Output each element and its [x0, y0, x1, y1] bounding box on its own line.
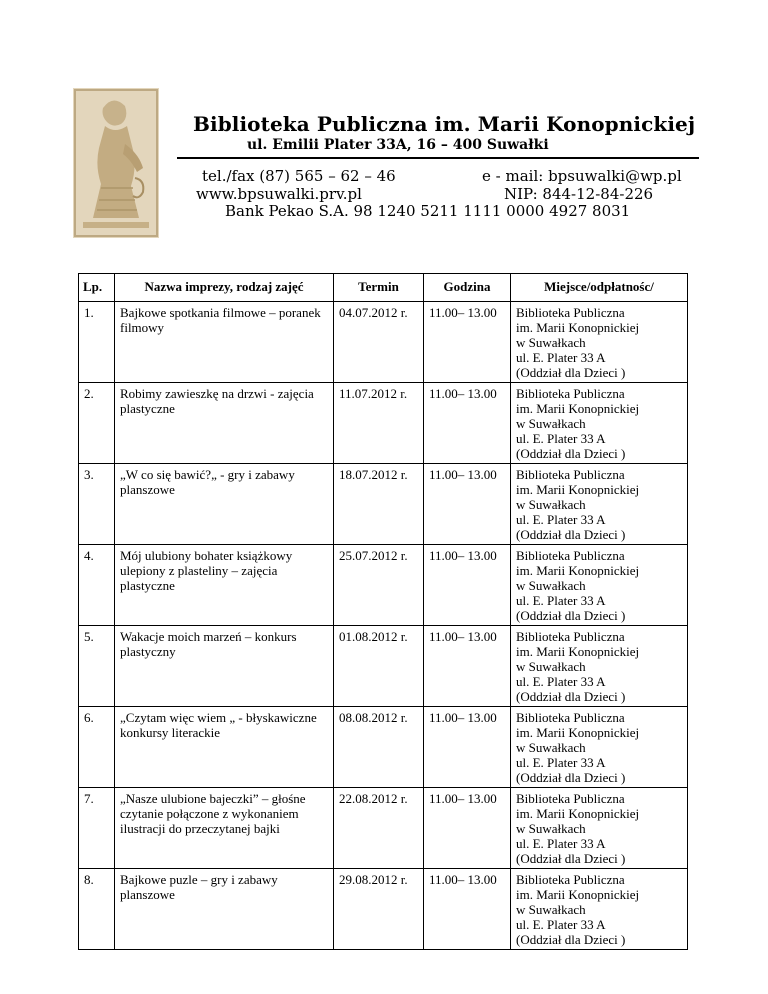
- event-date: 18.07.2012 r.: [334, 464, 424, 545]
- venue-line: Biblioteka Publiczna: [516, 791, 625, 806]
- table-row: [79, 545, 688, 626]
- venue-line: im. Marii Konopnickiej: [516, 401, 640, 416]
- maria-konopnicka-relief-logo: [73, 88, 159, 238]
- venue-line: w Suwałkach: [516, 821, 586, 836]
- event-name: „Nasze ulubione bajeczki” – głośne czytanie połączone z wykonaniem ilustracji do przeczytanej bajki: [115, 788, 334, 869]
- venue-line: im. Marii Konopnickiej: [516, 320, 640, 335]
- venue-line: im. Marii Konopnickiej: [516, 563, 640, 578]
- event-date: 25.07.2012 r.: [334, 545, 424, 626]
- venue-line: ul. E. Plater 33 A: [516, 593, 606, 608]
- venue-line: ul. E. Plater 33 A: [516, 836, 606, 851]
- venue-line: (Oddział dla Dzieci ): [516, 689, 626, 704]
- event-time: 11.00– 13.00: [424, 788, 511, 869]
- row-number: 8.: [79, 869, 115, 950]
- library-name: Biblioteka Publiczna im. Marii Konopnickiej: [193, 112, 696, 136]
- venue-line: w Suwałkach: [516, 578, 586, 593]
- venue-line: Biblioteka Publiczna: [516, 710, 625, 725]
- venue-line: ul. E. Plater 33 A: [516, 350, 606, 365]
- venue-line: im. Marii Konopnickiej: [516, 806, 640, 821]
- venue-line: im. Marii Konopnickiej: [516, 725, 640, 740]
- phone-fax: tel./fax (87) 565 – 62 – 46: [202, 167, 396, 185]
- venue-line: (Oddział dla Dzieci ): [516, 932, 626, 947]
- table-row: [79, 626, 688, 707]
- venue-line: w Suwałkach: [516, 335, 586, 350]
- event-name: Robimy zawieszkę na drzwi - zajęcia plastyczne: [115, 383, 334, 464]
- header-time: Godzina: [424, 274, 511, 302]
- venue-line: ul. E. Plater 33 A: [516, 431, 606, 446]
- library-address: ul. Emilii Plater 33A, 16 – 400 Suwałki: [247, 137, 549, 153]
- row-number: 6.: [79, 707, 115, 788]
- event-time: 11.00– 13.00: [424, 869, 511, 950]
- event-date: 29.08.2012 r.: [334, 869, 424, 950]
- row-number: 3.: [79, 464, 115, 545]
- venue-line: Biblioteka Publiczna: [516, 386, 625, 401]
- event-date: 22.08.2012 r.: [334, 788, 424, 869]
- venue-line: im. Marii Konopnickiej: [516, 482, 640, 497]
- event-place: [511, 626, 688, 707]
- venue-line: im. Marii Konopnickiej: [516, 644, 640, 659]
- event-time: 11.00– 13.00: [424, 626, 511, 707]
- event-name: Wakacje moich marzeń – konkurs plastyczny: [115, 626, 334, 707]
- table-row: [79, 788, 688, 869]
- row-number: 5.: [79, 626, 115, 707]
- event-name: „Czytam więc wiem „ - błyskawiczne konkursy literackie: [115, 707, 334, 788]
- event-date: 04.07.2012 r.: [334, 302, 424, 383]
- event-time: 11.00– 13.00: [424, 707, 511, 788]
- venue-line: Biblioteka Publiczna: [516, 548, 625, 563]
- venue-line: ul. E. Plater 33 A: [516, 512, 606, 527]
- venue-line: (Oddział dla Dzieci ): [516, 365, 626, 380]
- venue-line: (Oddział dla Dzieci ): [516, 851, 626, 866]
- event-place: [511, 464, 688, 545]
- table-row: [79, 302, 688, 383]
- event-name: „W co się bawić?„ - gry i zabawy planszowe: [115, 464, 334, 545]
- header-place: Miejsce/odpłatnośc/: [511, 274, 688, 302]
- venue-line: w Suwałkach: [516, 497, 586, 512]
- table-row: [79, 707, 688, 788]
- website: www.bpsuwalki.prv.pl: [196, 185, 362, 203]
- table-header-row: [79, 274, 688, 302]
- event-place: [511, 545, 688, 626]
- event-name: Bajkowe spotkania filmowe – poranek filmowy: [115, 302, 334, 383]
- venue-line: w Suwałkach: [516, 659, 586, 674]
- header-divider: [177, 157, 699, 159]
- header-date: Termin: [334, 274, 424, 302]
- event-time: 11.00– 13.00: [424, 302, 511, 383]
- table-row: [79, 464, 688, 545]
- table-row: [79, 383, 688, 464]
- venue-line: Biblioteka Publiczna: [516, 872, 625, 887]
- venue-line: Biblioteka Publiczna: [516, 467, 625, 482]
- event-place: [511, 383, 688, 464]
- event-time: 11.00– 13.00: [424, 545, 511, 626]
- event-place: [511, 788, 688, 869]
- venue-line: (Oddział dla Dzieci ): [516, 446, 626, 461]
- event-date: 01.08.2012 r.: [334, 626, 424, 707]
- row-number: 7.: [79, 788, 115, 869]
- venue-line: im. Marii Konopnickiej: [516, 887, 640, 902]
- event-place: [511, 707, 688, 788]
- venue-line: Biblioteka Publiczna: [516, 629, 625, 644]
- nip-number: NIP: 844-12-84-226: [504, 185, 654, 203]
- venue-line: w Suwałkach: [516, 416, 586, 431]
- venue-line: ul. E. Plater 33 A: [516, 917, 606, 932]
- venue-line: w Suwałkach: [516, 740, 586, 755]
- venue-line: ul. E. Plater 33 A: [516, 674, 606, 689]
- event-name: Bajkowe puzle – gry i zabawy planszowe: [115, 869, 334, 950]
- venue-line: (Oddział dla Dzieci ): [516, 608, 626, 623]
- event-place: [511, 869, 688, 950]
- event-time: 11.00– 13.00: [424, 383, 511, 464]
- event-name: Mój ulubiony bohater książkowy ulepiony z plasteliny – zajęcia plastyczne: [115, 545, 334, 626]
- venue-line: Biblioteka Publiczna: [516, 305, 625, 320]
- row-number: 2.: [79, 383, 115, 464]
- table-row: [79, 869, 688, 950]
- header-event-name: Nazwa imprezy, rodzaj zajęć: [115, 274, 334, 302]
- bank-account: Bank Pekao S.A. 98 1240 5211 1111 0000 4927 8031: [225, 202, 631, 220]
- event-date: 08.08.2012 r.: [334, 707, 424, 788]
- venue-line: (Oddział dla Dzieci ): [516, 527, 626, 542]
- row-number: 1.: [79, 302, 115, 383]
- row-number: 4.: [79, 545, 115, 626]
- event-date: 11.07.2012 r.: [334, 383, 424, 464]
- event-time: 11.00– 13.00: [424, 464, 511, 545]
- venue-line: w Suwałkach: [516, 902, 586, 917]
- venue-line: ul. E. Plater 33 A: [516, 755, 606, 770]
- events-table: [78, 273, 688, 950]
- event-place: [511, 302, 688, 383]
- header-lp: Lp.: [79, 274, 115, 302]
- email-address: e - mail: bpsuwalki@wp.pl: [482, 167, 682, 185]
- venue-line: (Oddział dla Dzieci ): [516, 770, 626, 785]
